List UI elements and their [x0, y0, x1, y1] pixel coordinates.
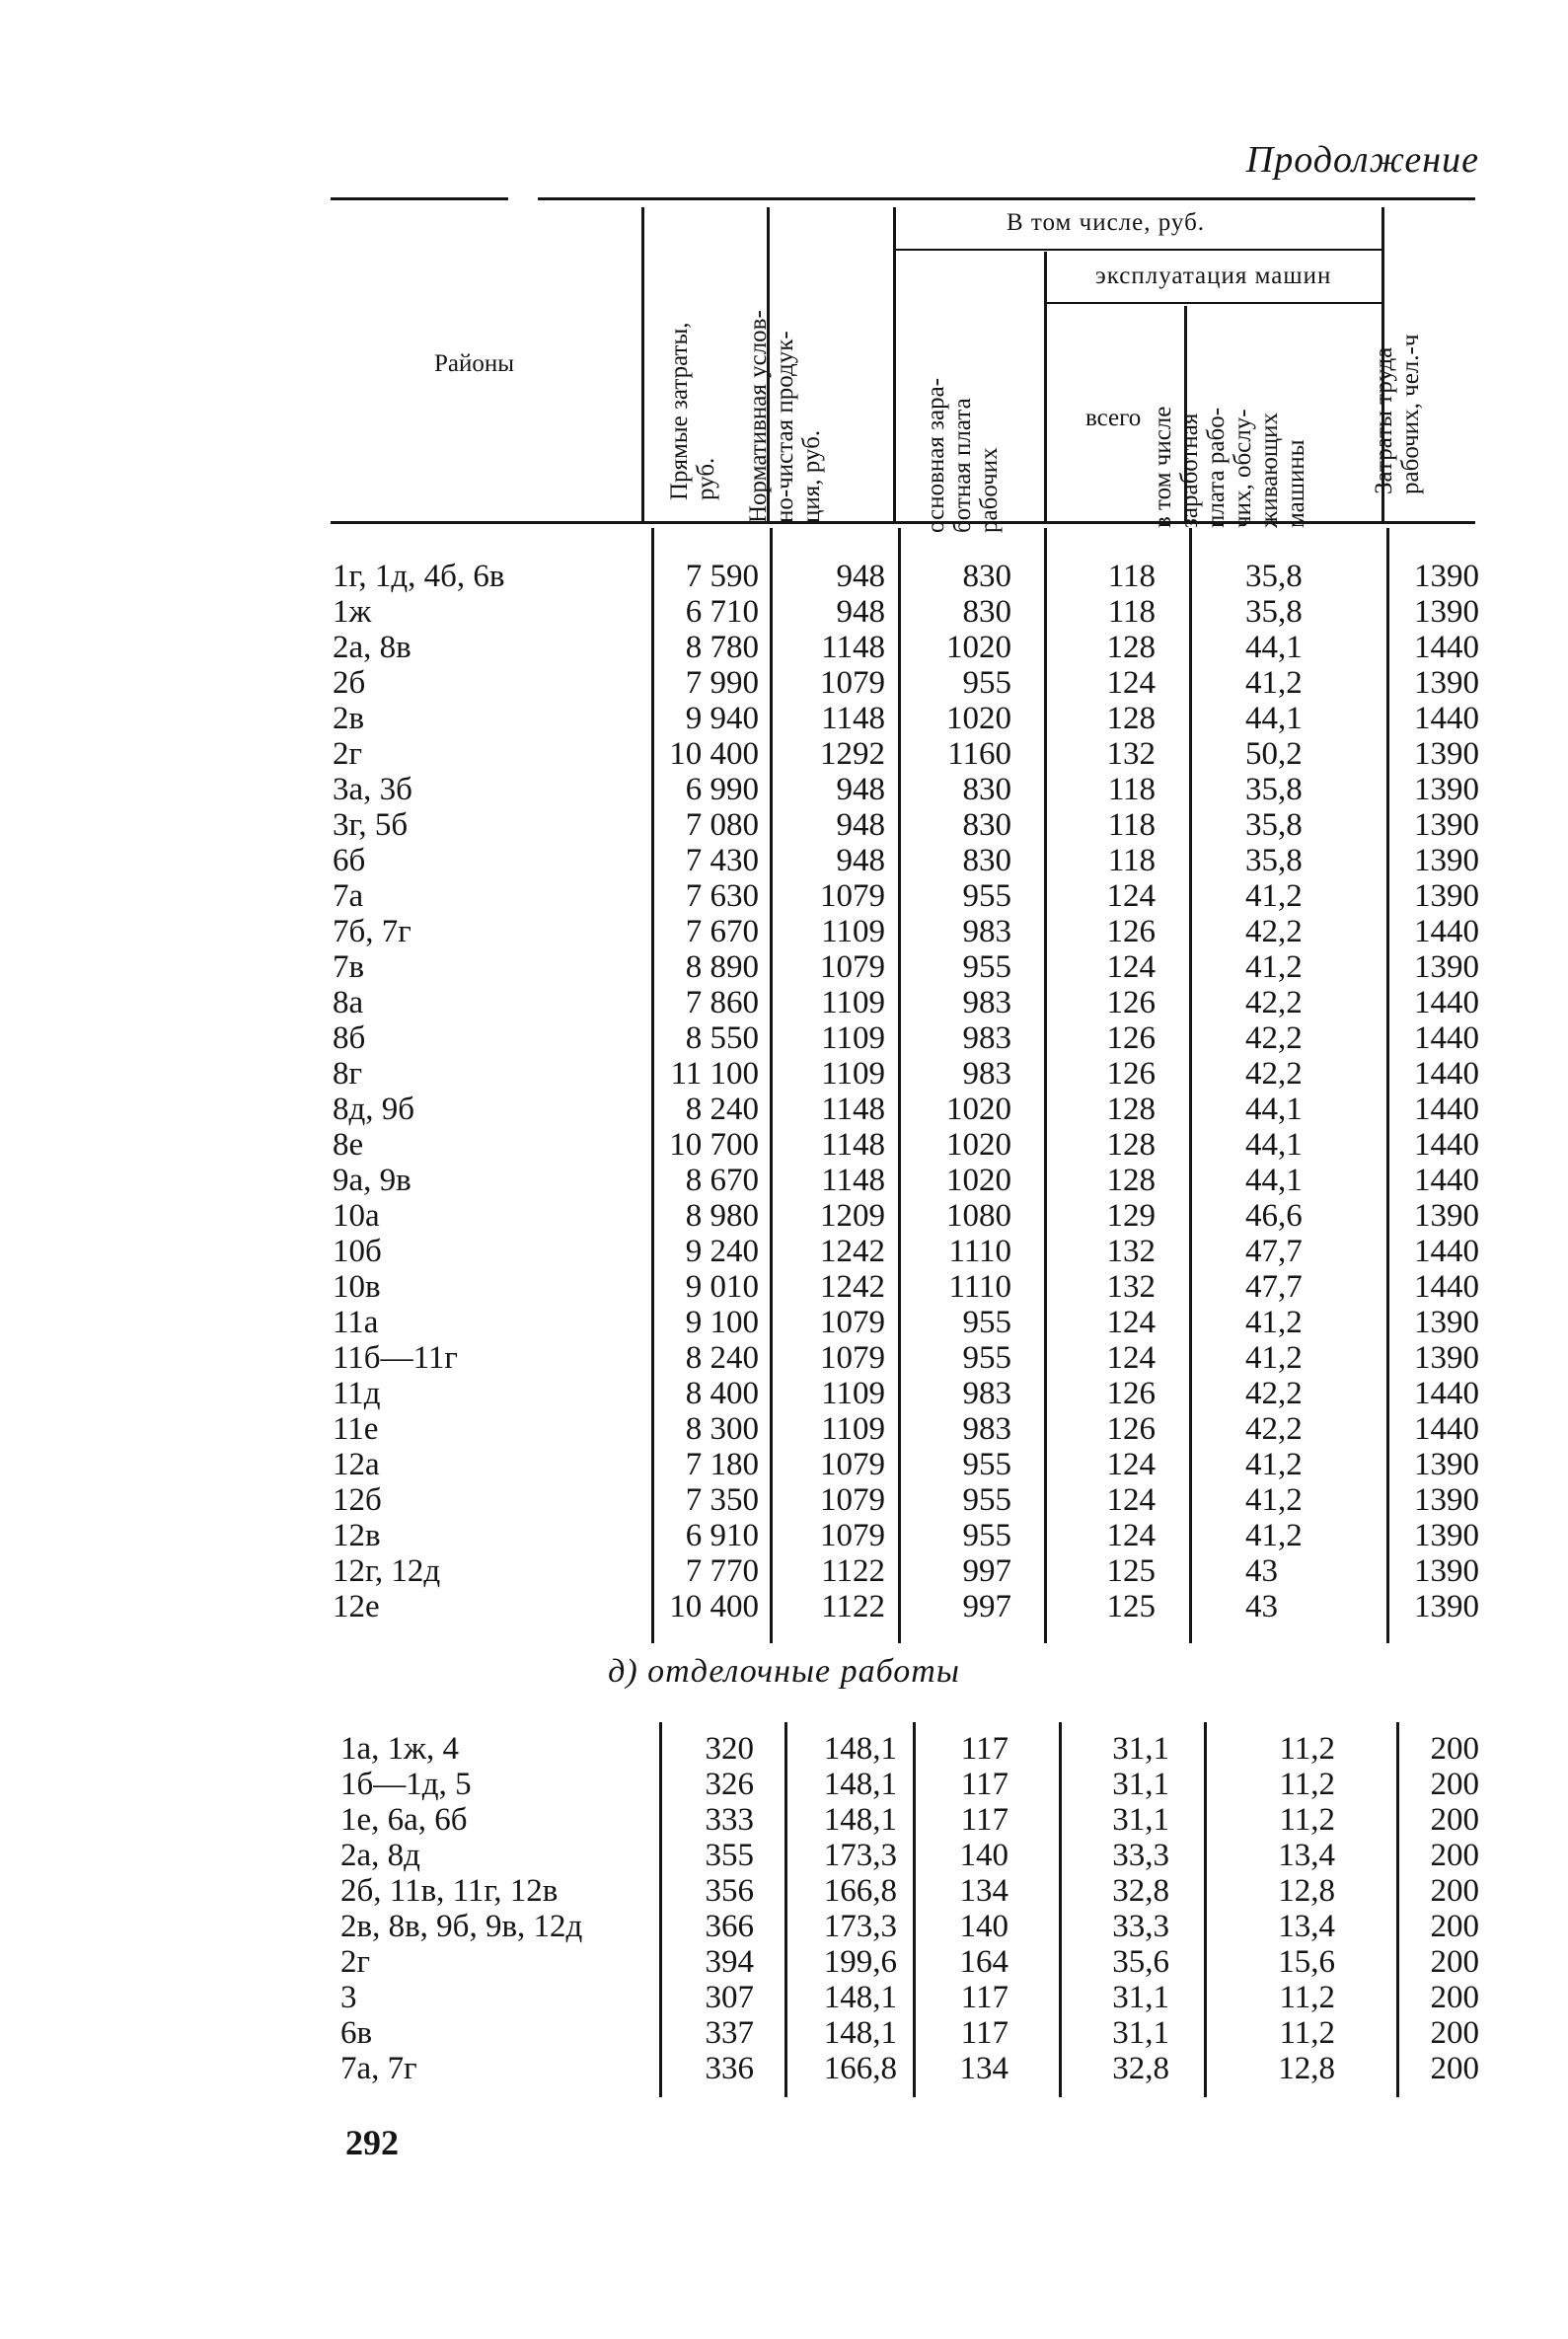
table-row: 9а, 9в 8 670 1148 1020 128 44,1 1440 [333, 1163, 1479, 1198]
table-row: 2б, 11в, 11г, 12в 356 166,8 134 32,8 12,8 200 [340, 1873, 1479, 1909]
table-row: 2г 10 400 1292 1160 132 50,2 1390 [333, 736, 1479, 772]
header-rule-including [893, 249, 1381, 251]
table-row: 8б 8 550 1109 983 126 42,2 1440 [333, 1020, 1479, 1056]
table-row: 8е 10 700 1148 1020 128 44,1 1440 [333, 1127, 1479, 1163]
section-title: д) отделочные работы [608, 1653, 960, 1690]
top-rule-left [331, 197, 508, 200]
table-row: 8д, 9б 8 240 1148 1020 128 44,1 1440 [333, 1092, 1479, 1127]
header-sep-4 [1044, 252, 1047, 523]
table-row: 2в 9 940 1148 1020 128 44,1 1440 [333, 701, 1479, 736]
header-rule-machines [1044, 302, 1381, 304]
header-normative: Нормативная услов- но-чистая продук- ция, руб. [745, 310, 825, 523]
header-sep-1 [641, 207, 644, 523]
header-including: В том числе, руб. [1007, 209, 1206, 236]
table-row: 7в 8 890 1079 955 124 41,2 1390 [333, 949, 1479, 985]
table-row: 11д 8 400 1109 983 126 42,2 1440 [333, 1376, 1479, 1411]
table-row: 10б 9 240 1242 1110 132 47,7 1440 [333, 1234, 1479, 1269]
table-row: 11б—11г 8 240 1079 955 124 41,2 1390 [333, 1340, 1479, 1376]
table-row: 12в 6 910 1079 955 124 41,2 1390 [333, 1518, 1479, 1553]
table-row: 12е 10 400 1122 997 125 43 1390 [333, 1589, 1479, 1624]
table-row: 1б—1д, 5 326 148,1 117 31,1 11,2 200 [340, 1767, 1479, 1802]
header-machines-total: всего [1085, 405, 1142, 431]
continuation-title: Продолжение [1245, 139, 1479, 181]
table-row: 1е, 6а, 6б 333 148,1 117 31,1 11,2 200 [340, 1802, 1479, 1838]
table-row: 2а, 8в 8 780 1148 1020 128 44,1 1440 [333, 630, 1479, 665]
top-rule-right [538, 197, 1475, 200]
table-row: 3 307 148,1 117 31,1 11,2 200 [340, 1980, 1479, 2015]
header-direct-costs: Прямые затраты, руб. [666, 322, 719, 500]
table-row: 12г, 12д 7 770 1122 997 125 43 1390 [333, 1553, 1479, 1589]
header-machines: эксплуатация машин [1095, 263, 1332, 289]
table-row: 12а 7 180 1079 955 124 41,2 1390 [333, 1447, 1479, 1482]
table-row: 2в, 8в, 9б, 9в, 12д 366 173,3 140 33,3 13,4 200 [340, 1909, 1479, 1944]
header-machines-wages: в том числе заработная плата рабо- чих, обслу- живающих машины [1150, 406, 1309, 528]
table-row: 10в 9 010 1242 1110 132 47,7 1440 [333, 1269, 1479, 1305]
table-row: 2а, 8д 355 173,3 140 33,3 13,4 200 [340, 1838, 1479, 1873]
table-row: 7б, 7г 7 670 1109 983 126 42,2 1440 [333, 914, 1479, 949]
table-row: 8г 11 100 1109 983 126 42,2 1440 [333, 1056, 1479, 1092]
page-number: 292 [345, 2123, 399, 2162]
table-row: 11е 8 300 1109 983 126 42,2 1440 [333, 1411, 1479, 1447]
header-labor: Затраты труда рабочих, чел.-ч [1371, 334, 1424, 494]
table-row: 12б 7 350 1079 955 124 41,2 1390 [333, 1482, 1479, 1518]
header-regions: Районы [434, 350, 515, 377]
header-wages: основная зара- ботная плата рабочих [923, 377, 1003, 533]
table-row: 8а 7 860 1109 983 126 42,2 1440 [333, 985, 1479, 1020]
table-row: 11а 9 100 1079 955 124 41,2 1390 [333, 1305, 1479, 1340]
table-row: 7а 7 630 1079 955 124 41,2 1390 [333, 878, 1479, 914]
table-row: 6б 7 430 948 830 118 35,8 1390 [333, 843, 1479, 878]
header-sep-3 [893, 207, 896, 523]
table-row: 1а, 1ж, 4 320 148,1 117 31,1 11,2 200 [340, 1731, 1479, 1767]
table-row: 2г 394 199,6 164 35,6 15,6 200 [340, 1944, 1479, 1980]
table-row: 2б 7 990 1079 955 124 41,2 1390 [333, 665, 1479, 701]
table-row: 1г, 1д, 4б, 6в 7 590 948 830 118 35,8 1390 [333, 559, 1479, 594]
table-row: 10а 8 980 1209 1080 129 46,6 1390 [333, 1198, 1479, 1234]
table-row: 6в 337 148,1 117 31,1 11,2 200 [340, 2015, 1479, 2051]
table-row: 7а, 7г 336 166,8 134 32,8 12,8 200 [340, 2051, 1479, 2086]
table-row: 3г, 5б 7 080 948 830 118 35,8 1390 [333, 807, 1479, 843]
table-row: 3а, 3б 6 990 948 830 118 35,8 1390 [333, 772, 1479, 807]
table-row: 1ж 6 710 948 830 118 35,8 1390 [333, 594, 1479, 630]
